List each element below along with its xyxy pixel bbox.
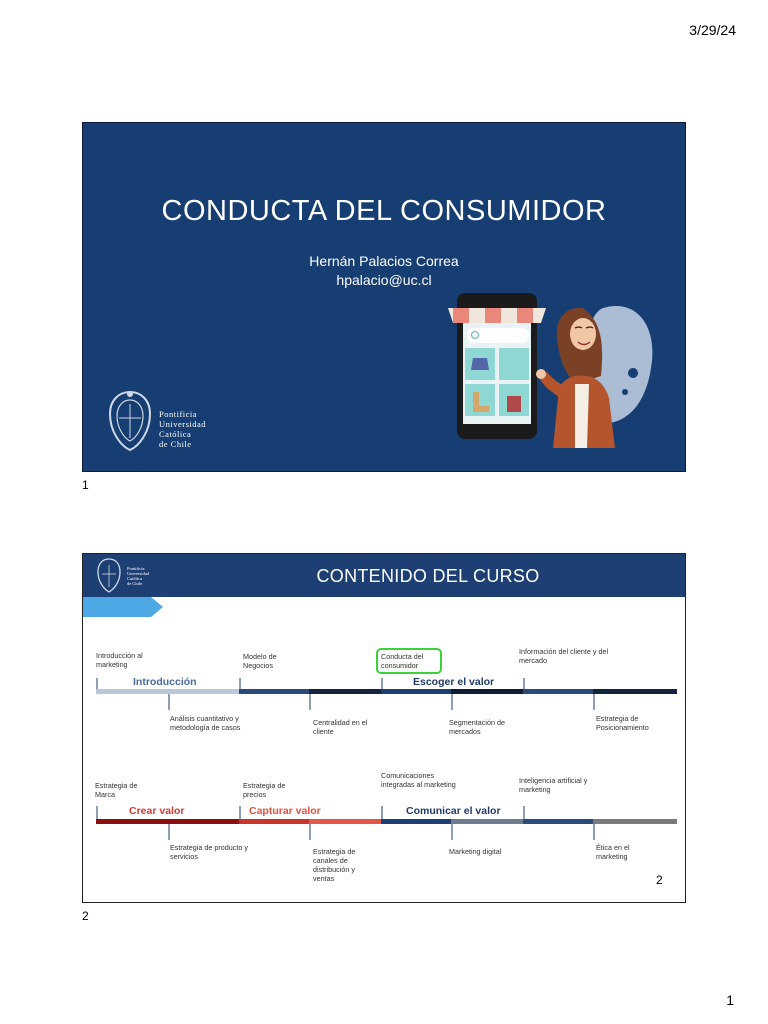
university-name-line: de Chile	[159, 439, 192, 449]
university-name-line: Universidad	[159, 419, 207, 429]
topic-label: Estrategia de Posicionamiento	[596, 714, 649, 732]
slide-1	[82, 122, 686, 472]
timeline-bar	[309, 819, 381, 824]
university-name-line: de Chile	[127, 581, 143, 586]
slide-title: CONTENIDO DEL CURSO	[316, 566, 540, 586]
topic-label-highlighted: Conducta del consumidor	[376, 648, 442, 674]
university-crest-icon	[95, 557, 123, 594]
slide-internal-number: 2	[656, 873, 663, 887]
topic-label: Estrategia de precios	[243, 781, 286, 799]
topic-label: Estrategia de Marca	[95, 781, 138, 799]
author-name: Hernán Palacios Correa	[309, 253, 459, 269]
timeline-bar	[523, 819, 593, 824]
topic-label: Estrategia de canales de distribución y ventas	[313, 847, 356, 883]
topic-label: Comunicaciones integradas al marketing	[381, 771, 456, 789]
page-date: 3/29/24	[689, 22, 736, 38]
stage-label: Introducción	[133, 676, 197, 688]
slide-2	[82, 553, 686, 903]
university-crest-icon	[105, 388, 155, 453]
stage-label: Capturar valor	[249, 805, 321, 817]
topic-label: Marketing digital	[449, 847, 502, 856]
topic-label: Análisis cuantitativo y metodología de casos	[170, 714, 241, 732]
timeline-bar	[239, 689, 309, 694]
timeline-bar	[381, 819, 451, 824]
timeline-bar	[593, 689, 677, 694]
page-number: 1	[726, 992, 734, 1008]
timeline-bar	[309, 689, 381, 694]
university-name-line: Católica	[159, 429, 192, 439]
topic-label: Inteligencia artificial y marketing	[519, 776, 588, 794]
slide-1-number: 1	[82, 478, 89, 492]
timeline-bar	[593, 819, 677, 824]
slide-title: CONDUCTA DEL CONSUMIDOR	[161, 195, 607, 227]
timeline-bar	[239, 819, 309, 824]
timeline-bar	[451, 689, 523, 694]
timeline-bar	[523, 689, 593, 694]
topic-label: Información del cliente y del mercado	[519, 647, 609, 665]
topic-label: Segmentación de mercados	[449, 718, 505, 736]
topic-label: Estrategia de producto y servicios	[170, 843, 248, 861]
stage-label: Comunicar el valor	[406, 805, 501, 817]
author-email: hpalacio@uc.cl	[336, 272, 432, 288]
accent-arrow	[83, 597, 163, 617]
university-name-line: Pontificia	[159, 409, 198, 419]
stage-label: Escoger el valor	[413, 676, 495, 688]
timeline-bar	[381, 689, 451, 694]
topic-label: Ética en el marketing	[596, 843, 630, 861]
topic-label: Introducción al marketing	[96, 651, 143, 669]
stage-label: Crear valor	[129, 805, 185, 817]
university-name-line: Pontificia	[127, 566, 145, 571]
slide-2-number: 2	[82, 909, 89, 923]
shopping-illustration	[443, 288, 658, 453]
topic-label: Centralidad en el cliente	[313, 718, 368, 736]
university-name-line: Universidad	[127, 571, 149, 576]
university-name-line: Católica	[127, 576, 142, 581]
topic-label: Modelo de Negocios	[243, 652, 277, 670]
timeline-bar	[451, 819, 523, 824]
